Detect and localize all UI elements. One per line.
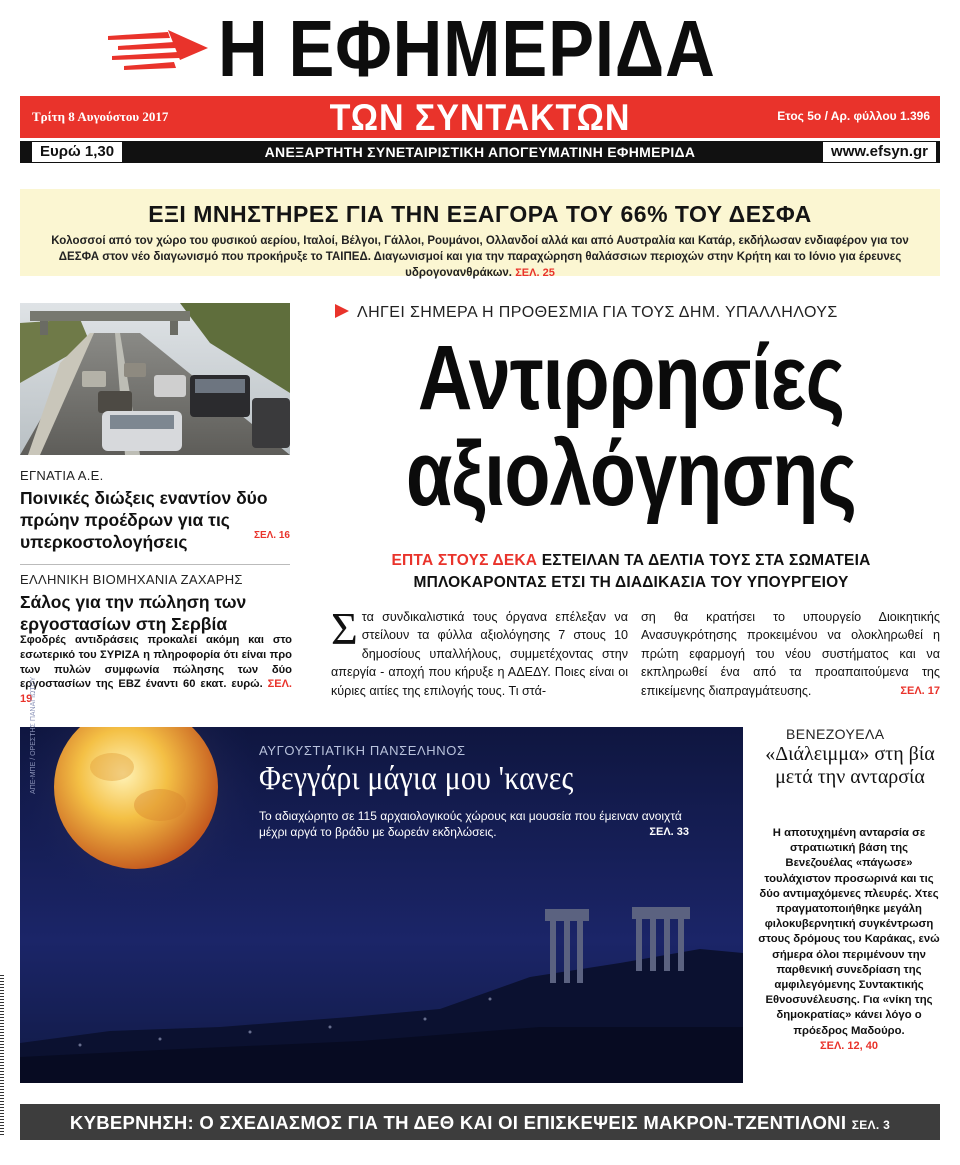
masthead-title: Η ΕΦΗΜΕΡΙΔΑ [218, 4, 716, 93]
right-story-text: Η αποτυχημένη ανταρσία σε στρατιωτική βάση της Βενεζουέλας «πάγωσε» τουλάχιστον προσωρινά και τις δύο αντιμαχόμενες πλευρές. Χτες πραγματοποιήθηκε μεγάλη φιλοκυβερνητική συγκέντρωση στους δρόμους του Καράκας, ενώ σήμερα όλοι περιμένουν την παρθενική συνεδρίαση της αμφιλεγόμενης Συντακτικής Εθνοσυνέλευσης. Για «νίκη της δημοκρατίας» κάνει λόγο ο πρόεδρος Μαδούρο. [758, 827, 940, 1037]
right-story-kicker: ΒΕΝΕΖΟΥΕΛΑ [786, 726, 885, 742]
divider [20, 564, 290, 565]
highway-photo[interactable] [20, 303, 290, 455]
right-story-body [758, 826, 940, 1054]
page-ref[interactable]: ΣΕΛ. 25 [515, 267, 555, 279]
left-story-1-kicker: ΕΓΝΑΤΙΑ Α.Ε. [20, 468, 104, 483]
page-ref[interactable]: ΣΕΛ. 16 [253, 530, 290, 541]
main-story-column-1 [331, 603, 628, 700]
main-headline[interactable] [378, 327, 885, 525]
main-story-column-2 [641, 608, 940, 700]
main-story-kicker [335, 304, 838, 322]
main-subheadline [322, 550, 940, 594]
main-subheadline-line-2: ΜΠΛΟΚΑΡΟΝΤΑΣ ΕΤΣΙ ΤΗ ΔΙΑΔΙΚΑΣΙΑ ΤΟΥ ΥΠΟΥΡΓΕΙΟΥ [413, 574, 849, 591]
barcode [0, 975, 4, 1135]
page-ref[interactable]: ΣΕΛ. 12, 40 [820, 1039, 878, 1052]
top-banner [20, 189, 940, 279]
left-story-1-headline[interactable] [20, 487, 290, 553]
top-banner-headline[interactable]: ΕΞΙ ΜΝΗΣΤΗΡΕΣ ΓΙΑ ΤΗΝ ΕΞΑΓΟΡΑ ΤΟΥ 66% ΤΟΥ ΔΕΣΦΑ [148, 201, 812, 227]
bottom-banner-headline: ΚΥΒΕΡΝΗΣΗ: Ο ΣΧΕΔΙΑΣΜΟΣ ΓΙΑ ΤΗ ΔΕΘ ΚΑΙ ΟΙ ΕΠΙΣΚΕΨΕΙΣ ΜΑΚΡΟΝ-ΤΖΕΝΤΙΛΟΝΙ [69, 1112, 847, 1133]
bottom-banner-line [20, 1112, 940, 1134]
page-ref[interactable]: ΣΕΛ. 17 [900, 684, 940, 697]
main-subheadline-line-1: ΕΣΤΕΙΛΑΝ ΤΑ ΔΕΛΤΙΑ ΤΟΥΣ ΣΤΑ ΣΩΜΑΤΕΙΑ [537, 552, 871, 569]
issue-date: Τρίτη 8 Αυγούστου 2017 [32, 109, 169, 124]
left-story-2-headline[interactable]: Σάλος για την πώληση των εργοστασίων στη Σερβία [20, 592, 247, 634]
main-story-text-1: τα συνδικαλιστικά τους όργανα επέλεξαν να στείλουν τα φύλλα αξιολόγησης 7 στους 10 δημοσίους υπαλλήλους, συμμετέχοντας στην απεργία - αποχή που κήρυξε η ΑΔΕΔΥ. Ποιες είναι οι κύριες αιτίες της επιλογής τους. Τι στά- [331, 610, 628, 698]
price-box: Ευρώ 1,30 [32, 142, 122, 162]
tagline: ΑΝΕΞΑΡΤΗΤΗ ΣΥΝΕΤΑΙΡΙΣΤΙΚΗ ΑΠΟΓΕΥΜΑΤΙΝΗ ΕΦΗΜΕΡΙΔΑ [264, 144, 696, 160]
moon-story-body [259, 808, 689, 840]
page-ref[interactable]: ΣΕΛ. 33 [649, 826, 689, 838]
moon-story-text: Το αδιαχώρητο σε 115 αρχαιολογικούς χώρους και μουσεία που έμειναν ανοιχτά μέχρι αργά το βράδυ με δωρεάν εκδηλώσεις. [259, 809, 682, 839]
left-story-2-kicker: ΕΛΛΗΝΙΚΗ ΒΙΟΜΗΧΑΝΙΑ ΖΑΧΑΡΗΣ [20, 572, 243, 587]
issue-number: Ετος 5ο / Αρ. φύλλου 1.396 [777, 109, 930, 123]
website-link[interactable]: www.efsyn.gr [823, 142, 936, 162]
page-ref: ΣΕΛ. 3 [851, 1118, 891, 1132]
main-kicker-text: ΛΗΓΕΙ ΣΗΜΕΡΑ Η ΠΡΟΘΕΣΜΙΑ ΓΙΑ ΤΟΥΣ ΔΗΜ. ΥΠΑΛΛΗΛΟΥΣ [357, 304, 838, 321]
main-headline-line-1: Αντιρρησίες [417, 327, 845, 429]
main-headline-line-2: αξιολόγησης [405, 423, 857, 525]
page-ref[interactable]: ΣΕΛ. 19 [20, 678, 292, 706]
dropcap: Σ [331, 603, 358, 654]
masthead-subtitle: ΤΩΝ ΣΥΝΤΑΚΤΩΝ [329, 97, 631, 138]
bottom-banner[interactable] [20, 1104, 940, 1140]
triangle-icon [335, 304, 349, 318]
right-story-headline[interactable]: «Διάλειμμα» στη βία μετά την ανταρσία [765, 743, 935, 788]
masthead-black-bar [20, 141, 940, 163]
photo-credit: ΑΠΕ-ΜΠΕ / ΟΡΕΣΤΗΣ ΠΑΝΑΓΙΩΤΟΥ [30, 676, 37, 794]
main-story-text-2: ση θα κρατήσει το υπουργείο Διοικητικής Ανασυγκρότησης προκειμένου να ολοκληρωθεί η πρώτη εφαρμογή του νέου συστήματος και να εκπληρωθεί ένα από τα προαπαιτούμενα της επικείμενης διαπραγμάτευσης. [641, 610, 940, 698]
masthead-red-bar [20, 96, 940, 138]
left-story-2-body [20, 633, 292, 707]
left-story-2-text: Σφοδρές αντιδράσεις προκαλεί ακόμη και στο εσωτερικό του ΣΥΡΙΖΑ η πληροφορία ότι είναι προ των πυλών συμφωνία πώλησης των δύο εργοστασίων της ΕΒΖ έναντι 60 εκατ. ευρώ. [20, 634, 292, 691]
top-banner-text: Κολοσσοί από τον χώρο του φυσικού αερίου, Ιταλοί, Βέλγοι, Γάλλοι, Ρουμάνοι, Ολλανδοί αλλά και από Αυστραλία και Κατάρ, εκδήλωσαν ενδιαφέρον για τον ΔΕΣΦΑ στον νέο διαγωνισμό που προκήρυξε το ΤΑΙΠΕΔ. Διαγωνισμοί και για την παραχώρηση θαλάσσιων περιοχών στην Κρήτη και το Ιόνιο για έρευνες υδρογονανθράκων. [51, 235, 909, 279]
moon-story-kicker: ΑΥΓΟΥΣΤΙΑΤΙΚΗ ΠΑΝΣΕΛΗΝΟΣ [259, 743, 466, 758]
top-banner-body [30, 233, 930, 281]
moon-story-headline[interactable]: Φεγγάρι μάγια μου 'κανες [259, 760, 574, 797]
main-subheadline-highlight: ΕΠΤΑ ΣΤΟΥΣ ΔΕΚΑ [391, 552, 538, 569]
left-story-1-title: Ποινικές διώξεις εναντίον δύο πρώην προέδρων για τις υπερκοστολογήσεις [20, 488, 268, 552]
quill-logo-icon [108, 26, 208, 74]
